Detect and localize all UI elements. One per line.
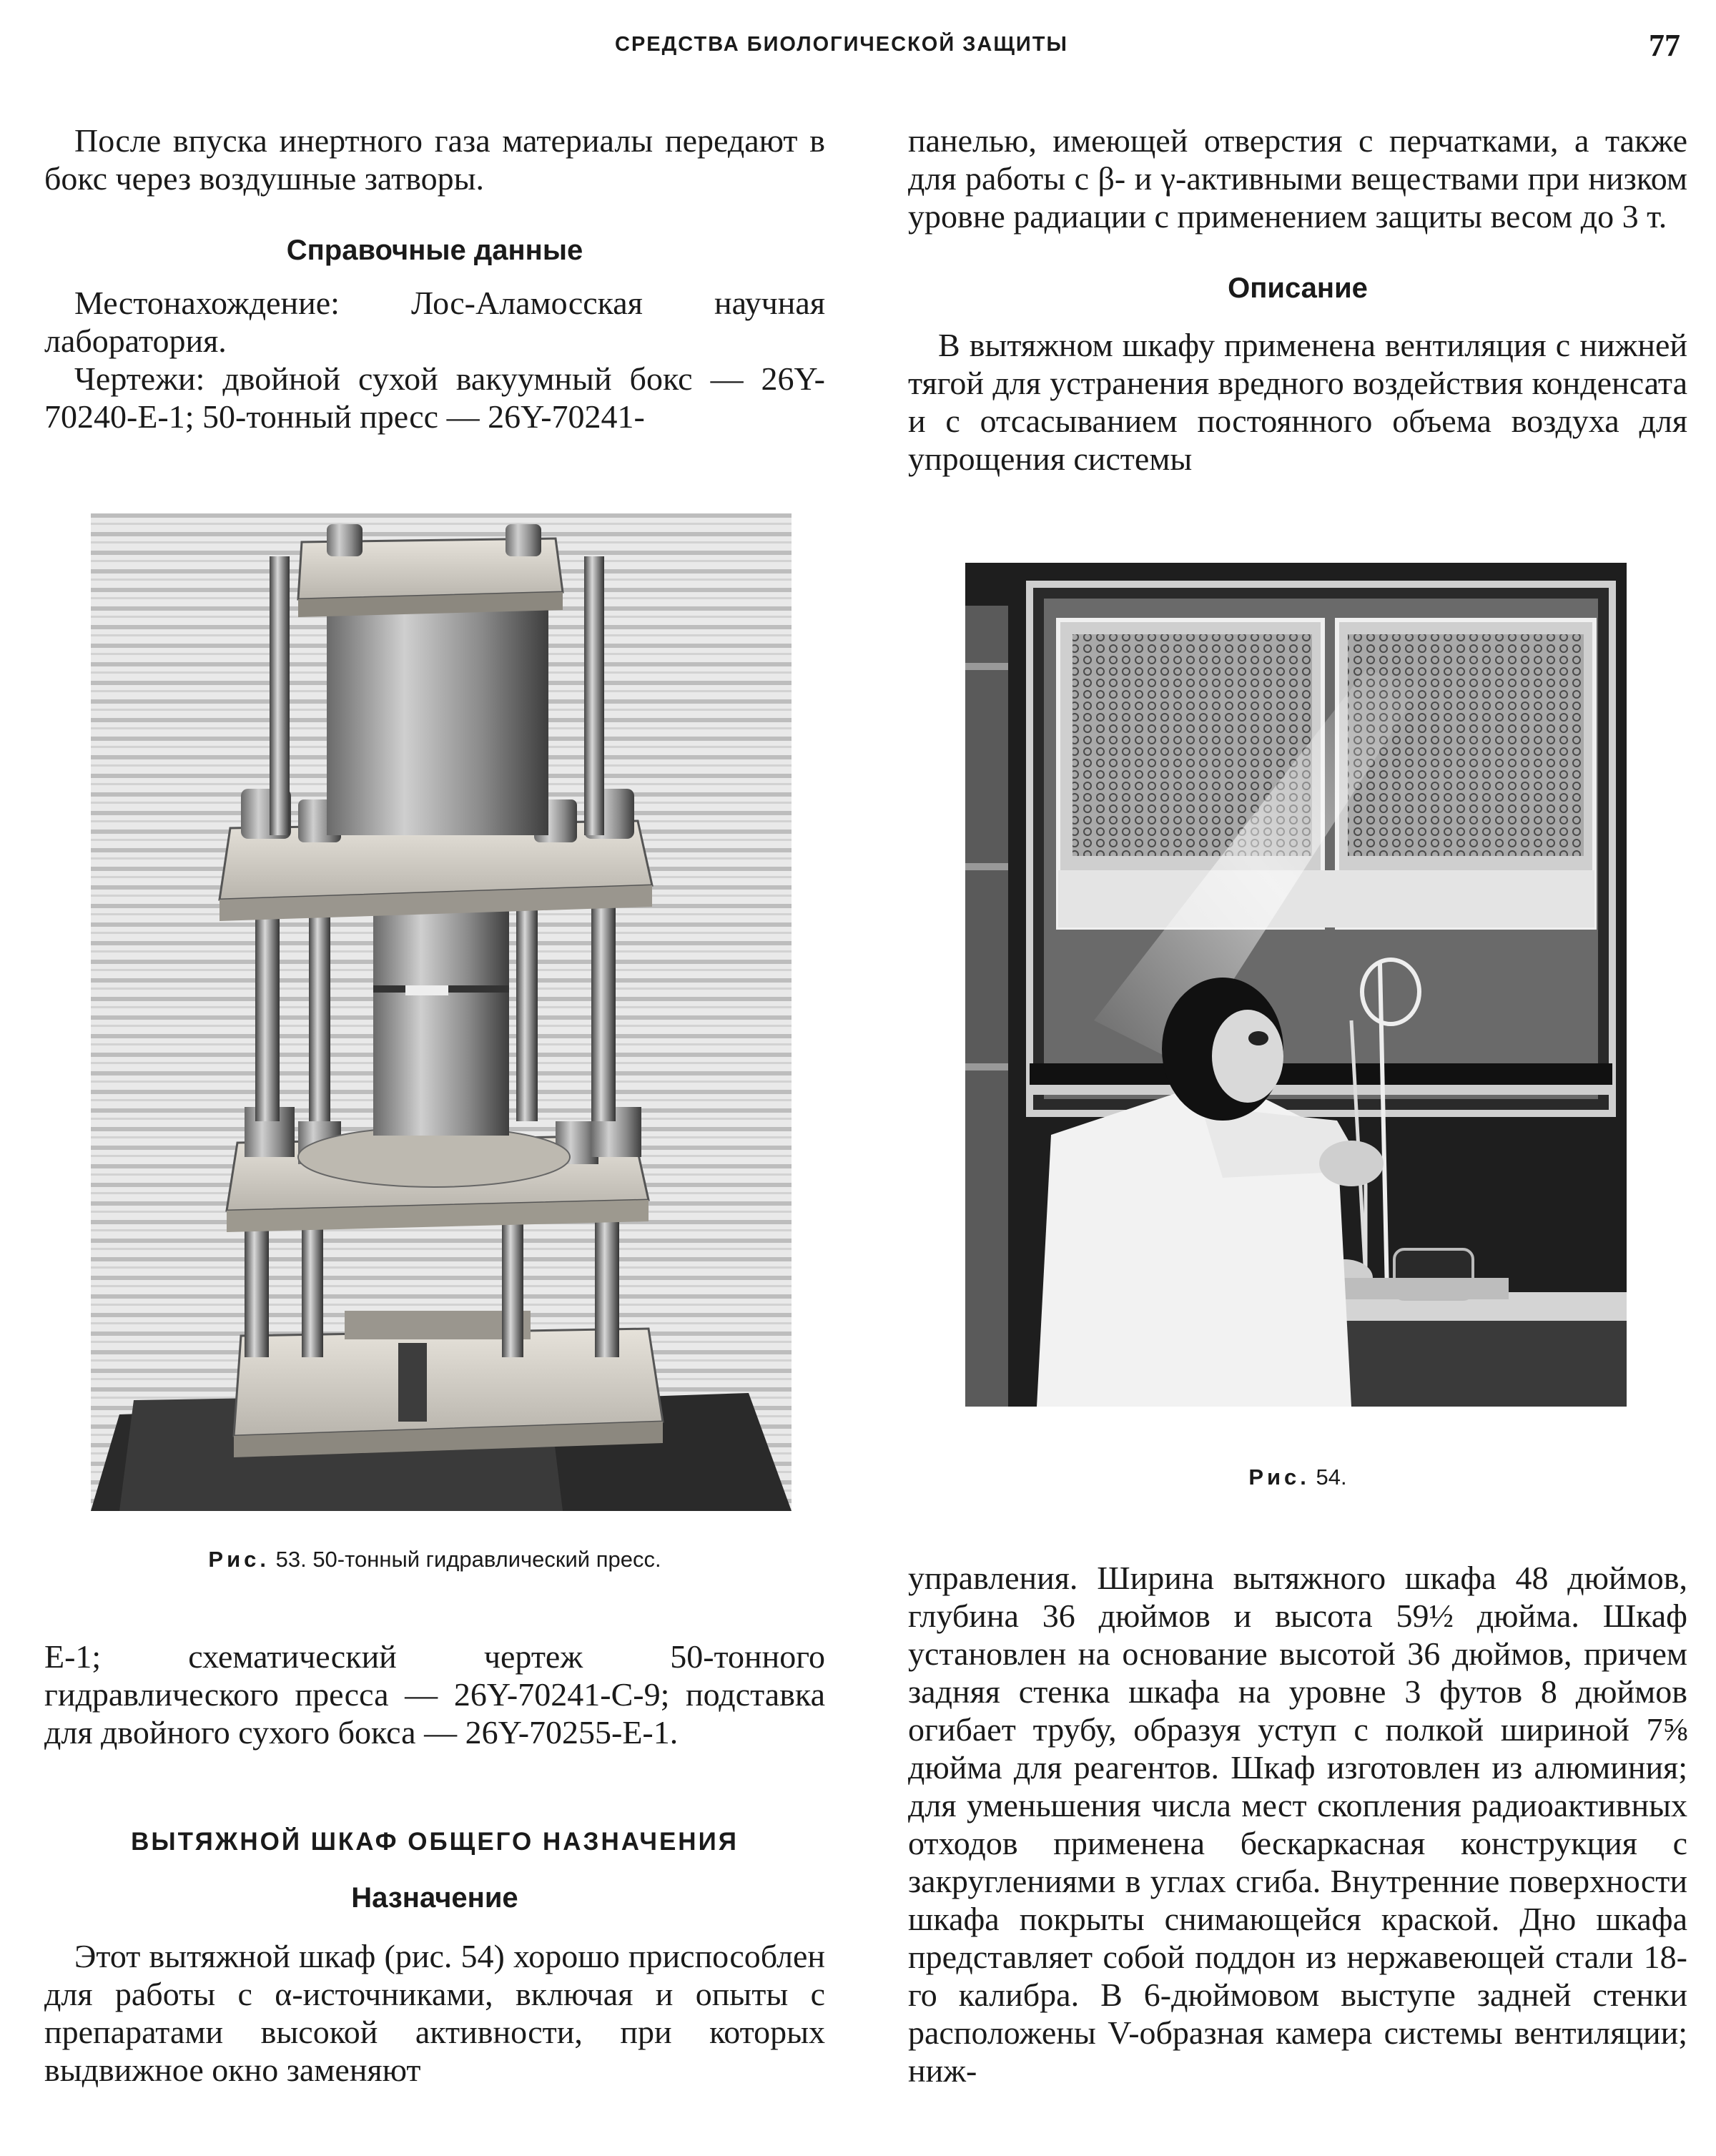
running-header xyxy=(0,27,1716,70)
fume-hood-photo-drawing xyxy=(965,563,1627,1407)
page-number: 77 xyxy=(1649,28,1680,63)
figure-54-label: Рис. xyxy=(1248,1465,1310,1490)
left-column-top xyxy=(44,122,825,435)
paragraph-drawings: Чертежи: двойной сухой вакуумный бокс — 26Y-70240-E-1; 50-тонный пресс — 26Y-70241- xyxy=(44,360,825,435)
figure-53-caption-text: 53. 50-тонный гидравлический пресс. xyxy=(275,1547,661,1572)
paragraph-location: Местонахождение: Лос-Аламосская научная лаборатория. xyxy=(44,285,825,359)
figure-54-caption-text: 54. xyxy=(1316,1465,1347,1490)
running-title: СРЕДСТВА БИОЛОГИЧЕСКОЙ ЗАЩИТЫ xyxy=(615,33,1068,56)
heading-reference-data: Справочные данные xyxy=(286,235,583,266)
heading-purpose: Назначение xyxy=(351,1882,518,1914)
paragraph-description-continued: управления. Ширина вытяжного шкафа 48 дюймов, глубина 36 дюймов и высота 59½ дюйма. Шкаф установлен на основание высотой 36 дюймов, причем задняя стенка шкафа на уровне 3 футов 8 дюймов огибает трубу, образуя уступ с полкой шириной 7⅝ дюйма для реагентов. Шкаф изготовлен из алюминия; для уменьшения числа мест скопления радиоактивных отходов применена бескаркасная конструкция с закруглениями в углах сгиба. Внутренние поверхности шкафа покрыты снимающейся краской. Дно шкафа представляет собой поддон из нержавеющей стали 18-го калибра. В 6-дюймовом выступе задней стенки расположены V-образная камера системы вентиляции; ниж- xyxy=(908,1560,1687,2089)
right-column-bottom xyxy=(908,1559,1687,2089)
heading-description: Описание xyxy=(1228,272,1368,304)
figure-53-caption xyxy=(44,1547,825,1572)
right-column-top xyxy=(908,122,1687,478)
figure-53-label: Рис. xyxy=(208,1547,270,1572)
paragraph-intro: После впуска инертного газа материалы передают в бокс через воздушные затворы. xyxy=(44,122,825,197)
paragraph-description: В вытяжном шкафу применена вентиляция с нижней тягой для устранения вредного воздействия конденсата и с отсасыванием постоянного объема воздуха для упрощения системы xyxy=(908,327,1687,477)
section-title-fume-hood: ВЫТЯЖНОЙ ШКАФ ОБЩЕГО НАЗНАЧЕНИЯ xyxy=(131,1828,739,1856)
left-column-bottom xyxy=(44,1638,825,2089)
figure-53-press-photo xyxy=(91,513,792,1511)
paragraph-shielding: панелью, имеющей отверстия с перчатками, а также для работы с β- и γ-активными веществами при низком уровне радиации с применением защиты весом до 3 т. xyxy=(908,122,1687,235)
paragraph-drawings-continued: E-1; схематический чертеж 50-тонного гидравлического пресса — 26Y-70241-C-9; подставка для двойного сухого бокса — 26Y-70255-E-1. xyxy=(44,1638,825,1751)
paragraph-purpose: Этот вытяжной шкаф (рис. 54) хорошо приспособлен для работы с α-источниками, включая и опыты с препаратами высокой активности, при которых выдвижное окно заменяют xyxy=(44,1938,825,2088)
press-photo-drawing xyxy=(91,513,792,1511)
figure-54-caption xyxy=(908,1465,1687,1490)
figure-54-fume-hood-photo xyxy=(965,563,1627,1407)
